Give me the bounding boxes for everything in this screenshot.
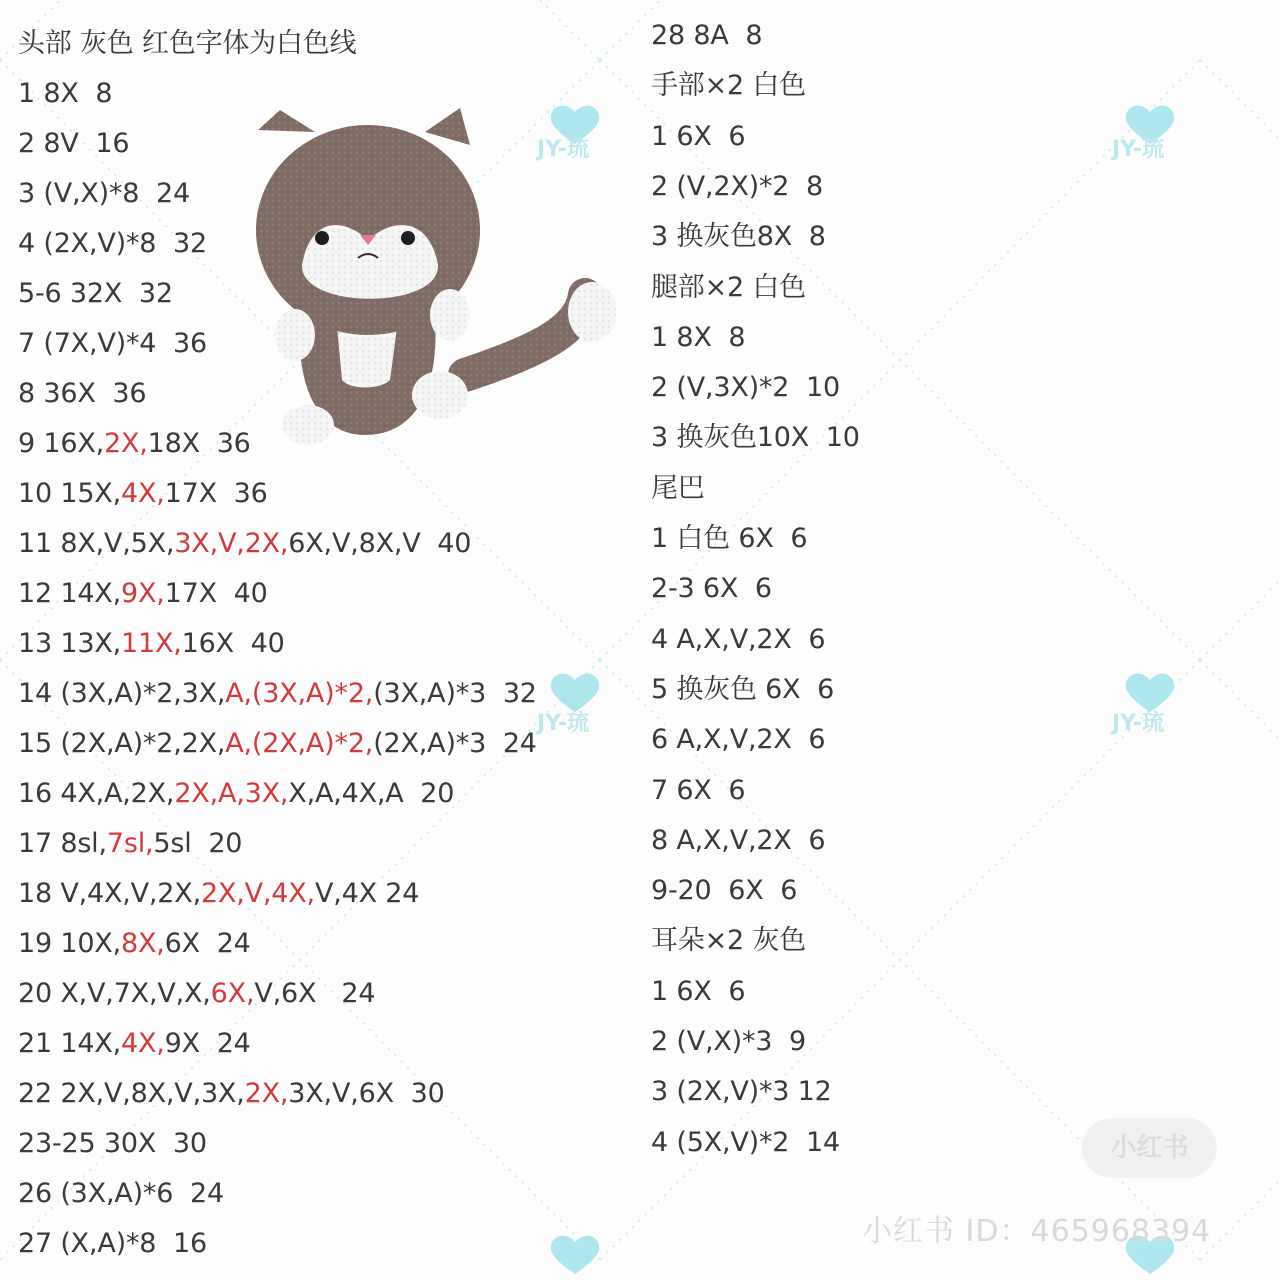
- pattern-row: [18, 827, 242, 861]
- pattern-row: [651, 220, 826, 254]
- row-text-segment: 8 A,X,V,2X 6: [651, 824, 826, 856]
- pattern-row: [651, 120, 745, 154]
- row-text-segment: 3 (V,X)*8 24: [18, 178, 190, 209]
- row-text-segment: (2X,A)*3 24: [373, 728, 537, 759]
- pattern-row: [18, 427, 251, 461]
- row-text-segment: 6 A,X,V,2X 6: [651, 724, 826, 756]
- row-text-segment: 27 (X,A)*8 16: [18, 1228, 207, 1259]
- row-text-segment: 尾巴: [651, 472, 705, 504]
- pattern-row: [18, 677, 537, 711]
- watermark-text: JY-琉: [1112, 711, 1165, 736]
- row-text-segment: 7 (7X,V)*4 36: [18, 328, 207, 359]
- pattern-row: [651, 19, 762, 53]
- pattern-row: [18, 577, 268, 611]
- watermark-text: JY-琉: [1112, 137, 1165, 162]
- row-text-segment: 21 14X,: [18, 1028, 121, 1059]
- white-yarn-segment: 2X,V,4X,: [200, 878, 315, 909]
- row-text-segment: 16 4X,A,2X,: [18, 778, 175, 809]
- pattern-row: [651, 673, 834, 707]
- row-text-segment: 2 (V,2X)*2 8: [651, 170, 823, 202]
- pattern-row: [651, 522, 807, 556]
- row-text-segment: 13 13X,: [18, 628, 121, 659]
- pattern-row: [18, 877, 419, 911]
- row-text-segment: 9-20 6X 6: [651, 875, 798, 907]
- row-text-segment: 6X,V,8X,V 40: [288, 528, 472, 559]
- row-text-segment: 28 8A 8: [651, 20, 763, 51]
- row-text-segment: 2 8V 16: [18, 128, 130, 159]
- row-text-segment: 11 8X,V,5X,: [18, 528, 175, 559]
- pattern-row: [18, 977, 375, 1011]
- pattern-row: [651, 371, 840, 405]
- row-text-segment: 4 A,X,V,2X 6: [651, 623, 826, 655]
- pattern-row: [18, 177, 190, 211]
- white-yarn-segment: 3X,V,2X,: [174, 528, 289, 559]
- pattern-row: [651, 824, 825, 858]
- row-text-segment: 5-6 32X 32: [18, 278, 173, 309]
- row-text-segment: 1 6X 6: [651, 120, 746, 152]
- watermark-user-id: 小红书 ID：465968394: [862, 1214, 1212, 1249]
- row-text-segment: 19 10X,: [18, 928, 121, 959]
- pattern-row: [651, 572, 772, 606]
- pattern-row: [18, 1027, 251, 1061]
- pattern-row: [651, 472, 705, 506]
- row-text-segment: 8 36X 36: [18, 378, 147, 409]
- white-yarn-segment: A,(2X,A)*2,: [225, 728, 374, 759]
- row-text-segment: 手部×2 白色: [651, 70, 806, 102]
- row-text-segment: 9X 24: [164, 1028, 251, 1059]
- row-text-segment: 1 8X 8: [651, 321, 746, 353]
- row-text-segment: 头部 灰色 红色字体为白色线: [18, 28, 357, 59]
- pattern-row: [651, 723, 825, 757]
- row-text-segment: 23-25 30X 30: [18, 1128, 207, 1159]
- pattern-row: [651, 1025, 806, 1059]
- pattern-row: [18, 727, 537, 761]
- row-text-segment: 10 15X,: [18, 478, 121, 509]
- xiaohongshu-logo: 小红书: [1082, 1118, 1217, 1178]
- white-yarn-segment: 11X,: [120, 628, 182, 659]
- row-text-segment: 2-3 6X 6: [651, 573, 772, 605]
- pattern-row: [18, 1227, 207, 1261]
- pattern-row: [18, 627, 285, 661]
- row-text-segment: 3 换灰色10X 10: [651, 422, 860, 454]
- row-text-segment: 16X 40: [181, 628, 285, 659]
- row-text-segment: V,6X 24: [254, 978, 376, 1009]
- row-text-segment: 1 白色 6X 6: [651, 523, 808, 554]
- white-yarn-segment: 4X,: [120, 478, 165, 509]
- row-text-segment: 14 (3X,A)*2,3X,: [18, 678, 226, 709]
- heart-icon: [551, 106, 1174, 1274]
- row-text-segment: 12 14X,: [18, 578, 121, 609]
- pattern-row: [18, 27, 356, 61]
- pattern-row: [651, 421, 860, 455]
- row-text-segment: 15 (2X,A)*2,2X,: [18, 728, 226, 759]
- white-yarn-segment: 2X,A,3X,: [174, 778, 289, 809]
- row-text-segment: 耳朵×2 灰色: [651, 925, 806, 957]
- pattern-row: [651, 271, 806, 305]
- row-text-segment: 7 6X 6: [651, 774, 746, 806]
- pattern-row: [651, 924, 806, 958]
- pattern-row: [18, 127, 129, 161]
- row-text-segment: 18X 36: [147, 428, 251, 459]
- pattern-row: [651, 623, 825, 657]
- row-text-segment: X,A,4X,A 20: [288, 778, 455, 809]
- pattern-row: [18, 227, 207, 261]
- row-text-segment: 2 (V,X)*3 9: [651, 1026, 806, 1057]
- row-text-segment: 3X,V,6X 30: [288, 1078, 445, 1109]
- pattern-row: [18, 377, 146, 411]
- pattern-row: [18, 277, 173, 311]
- pattern-row: [18, 1127, 207, 1161]
- pattern-row: [18, 477, 268, 511]
- white-yarn-segment: 7sl,: [106, 828, 154, 859]
- row-text-segment: 1 6X 6: [651, 975, 746, 1007]
- row-text-segment: 3 (2X,V)*3 12: [651, 1076, 832, 1108]
- row-text-segment: 5 换灰色 6X 6: [651, 673, 835, 705]
- white-yarn-segment: 8X,: [120, 928, 165, 959]
- row-text-segment: 17X 36: [164, 478, 268, 509]
- pattern-row: [651, 774, 745, 808]
- row-text-segment: 5sl 20: [153, 828, 243, 859]
- row-text-segment: 6X 24: [164, 928, 251, 959]
- pattern-row: [18, 1177, 224, 1211]
- pattern-row: [651, 1075, 832, 1109]
- white-yarn-segment: 2X,: [104, 428, 148, 459]
- row-text-segment: 腿部×2 白色: [651, 271, 806, 303]
- pattern-row: [651, 170, 823, 204]
- row-text-segment: 4 (5X,V)*2 14: [651, 1126, 840, 1158]
- row-text-segment: 2 (V,3X)*2 10: [651, 372, 840, 404]
- row-text-segment: 3 换灰色8X 8: [651, 221, 826, 253]
- white-yarn-segment: 6X,: [210, 978, 255, 1009]
- pattern-row: [18, 527, 471, 561]
- pattern-row: [18, 327, 207, 361]
- row-text-segment: V,4X 24: [314, 878, 420, 909]
- row-text-segment: 26 (3X,A)*6 24: [18, 1178, 224, 1209]
- pattern-row: [651, 321, 745, 355]
- watermark-text: JY-琉: [537, 137, 590, 162]
- row-text-segment: (3X,A)*3 32: [373, 678, 537, 709]
- row-text-segment: 22 2X,V,8X,V,3X,: [18, 1078, 245, 1109]
- pattern-row: [651, 975, 745, 1009]
- white-yarn-segment: 4X,: [120, 1028, 165, 1059]
- row-text-segment: 9 16X,: [18, 428, 104, 459]
- pattern-row: [18, 77, 112, 111]
- pattern-row: [18, 927, 251, 961]
- pattern-row: [651, 874, 797, 908]
- row-text-segment: 1 8X 8: [18, 78, 113, 109]
- watermark-text: JY-琉: [537, 711, 590, 736]
- row-text-segment: 20 X,V,7X,V,X,: [18, 978, 211, 1009]
- pattern-row: [651, 69, 806, 103]
- pattern-row: [651, 1126, 840, 1160]
- pattern-row: [18, 777, 454, 811]
- crochet-cat-photo: [240, 90, 640, 450]
- row-text-segment: 17 8sl,: [18, 828, 107, 859]
- row-text-segment: 4 (2X,V)*8 32: [18, 228, 207, 259]
- white-yarn-segment: 2X,: [244, 1078, 289, 1109]
- white-yarn-segment: A,(3X,A)*2,: [225, 678, 374, 709]
- row-text-segment: 17X 40: [164, 578, 268, 609]
- white-yarn-segment: 9X,: [120, 578, 165, 609]
- pattern-row: [18, 1077, 445, 1111]
- row-text-segment: 18 V,4X,V,2X,: [18, 878, 201, 909]
